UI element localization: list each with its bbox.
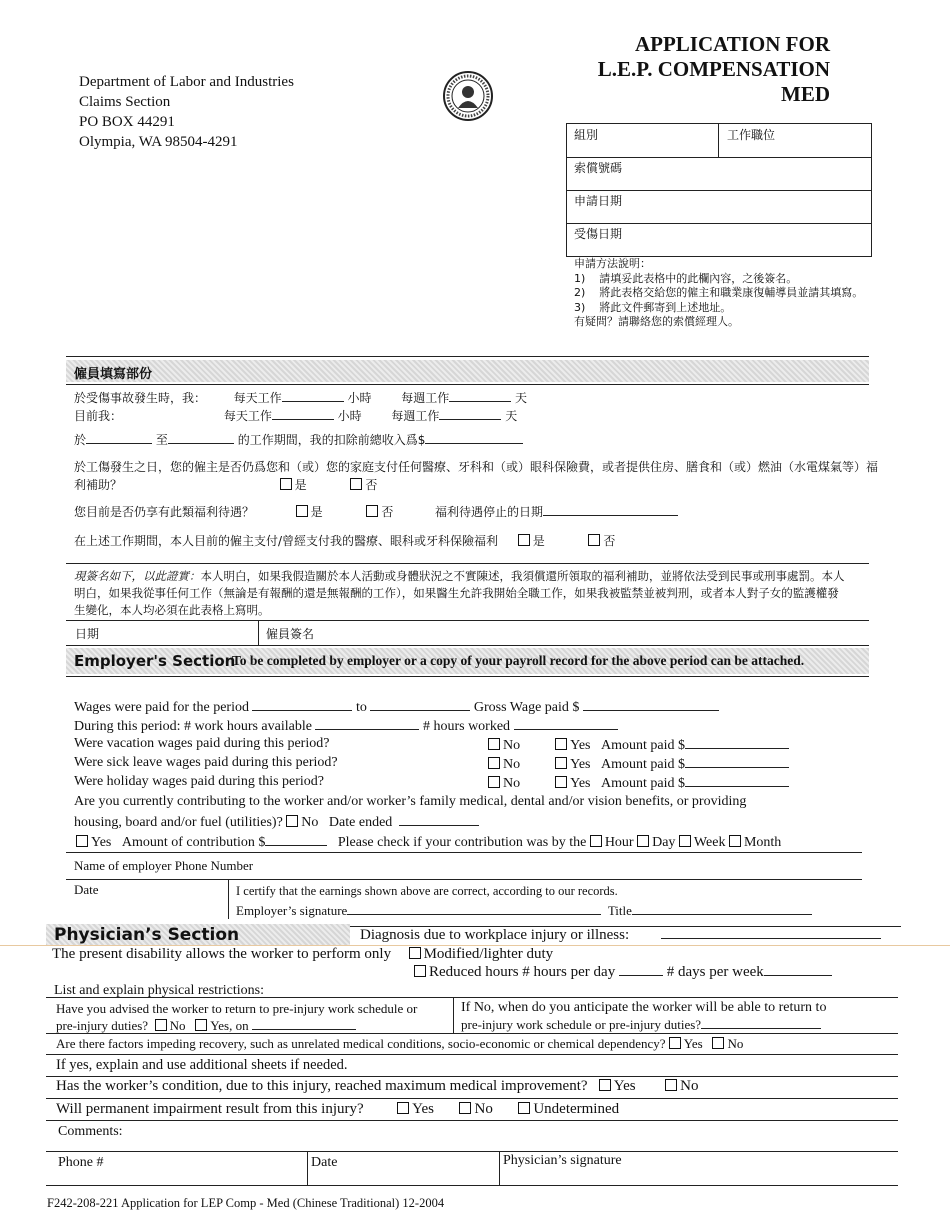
vacation-row: Were vacation wages paid during this period? (74, 736, 330, 751)
hours-available-input[interactable] (315, 717, 419, 730)
title-line3: MED (781, 82, 830, 106)
certification-lead: 現簽名如下，以此證實： (74, 569, 201, 583)
holiday-options: No Yes Amount paid $ (488, 774, 789, 792)
date-ended-input[interactable] (399, 813, 479, 826)
physician-date-field[interactable]: Date (311, 1155, 338, 1170)
per-day-checkbox[interactable] (637, 835, 649, 847)
benefits-end-date-input[interactable] (543, 503, 678, 516)
employer-title-input[interactable] (632, 902, 812, 915)
factors-no-checkbox[interactable] (712, 1037, 724, 1049)
holiday-yes-checkbox[interactable] (555, 776, 567, 788)
employer-date-field[interactable]: Date (74, 882, 99, 897)
claim-number-field[interactable]: 索償號碼 (574, 161, 623, 175)
contribution-no-checkbox[interactable] (286, 815, 298, 827)
vacation-no-checkbox[interactable] (488, 738, 500, 750)
contribution-housing-row: housing, board and/or fuel (utilities)? No Date ended (74, 813, 479, 831)
address-line: Claims Section (79, 94, 171, 110)
title-line2: L.E.P. COMPENSATION (597, 57, 830, 81)
restrictions-label[interactable]: List and explain physical restrictions: (54, 983, 264, 998)
sick-leave-row: Were sick leave wages paid during this period? (74, 755, 338, 770)
modified-duty-checkbox[interactable] (409, 947, 421, 959)
application-date-field[interactable]: 申請日期 (574, 194, 623, 208)
per-hour-checkbox[interactable] (590, 835, 602, 847)
period-start-input[interactable] (252, 698, 352, 711)
advised-no-checkbox[interactable] (155, 1019, 167, 1031)
employer-paid-no-checkbox[interactable] (588, 534, 600, 546)
mmi-row: Has the worker’s condition, due to this injury, reached maximum medical improvement? Yes No (56, 1078, 699, 1094)
address-line: PO BOX 44291 (79, 114, 175, 130)
earnings-to-input[interactable] (168, 431, 234, 444)
contribution-amount-row: Yes Amount of contribution $ Please check if your contribution was by the Hour Day Week Month (76, 833, 781, 851)
explain-field[interactable]: If yes, explain and use additional sheets if needed. (56, 1057, 348, 1073)
wage-period-row: Wages were paid for the period to Gross Wage paid $ (74, 698, 719, 716)
per-week-checkbox[interactable] (679, 835, 691, 847)
benefits-current-question: 您目前是否仍享有此類福利待遇？ 是 否 福利待遇停止的日期 (74, 503, 678, 520)
vacation-amount-input[interactable] (685, 736, 789, 749)
period-end-input[interactable] (370, 698, 470, 711)
agency-address (79, 72, 294, 152)
earnings-certification: I certify that the earnings shown above are correct, according to our records. (236, 884, 618, 898)
hours-current-row: 目前我： 每天工作 小時 每週工作 天 (74, 409, 518, 423)
physician-section-header (46, 924, 350, 946)
current-benefits-no-checkbox[interactable] (366, 505, 378, 517)
factors-yes-checkbox[interactable] (669, 1037, 681, 1049)
reduced-hours-checkbox[interactable] (414, 965, 426, 977)
earnings-from-input[interactable] (86, 431, 152, 444)
mmi-yes-checkbox[interactable] (599, 1079, 611, 1091)
physician-phone-field[interactable]: Phone # (58, 1155, 104, 1170)
return-advice-cell: Have you advised the worker to return to pre-injury work schedule or pre-injury duties? No Yes, on (56, 1001, 418, 1033)
sick-no-checkbox[interactable] (488, 757, 500, 769)
work-hours-row: During this period: # work hours available # hours worked (74, 717, 618, 735)
title-line1: APPLICATION FOR (634, 32, 830, 56)
current-benefits-yes-checkbox[interactable] (296, 505, 308, 517)
earnings-row: 於 至 的工作期間，我的扣除前總收入爲$ (74, 431, 523, 448)
holiday-amount-input[interactable] (685, 774, 789, 787)
holiday-row: Were holiday wages paid during this period? (74, 774, 325, 789)
disability-row: The present disability allows the worker to perform only Modified/lighter duty (52, 946, 554, 962)
worker-date-field[interactable]: 日期 (75, 627, 100, 641)
benefits-no-checkbox[interactable] (350, 478, 362, 490)
form-title (560, 32, 830, 107)
impeding-factors-row: Are there factors impeding recovery, such as unrelated medical conditions, socio-economic or chemical dependency? Yes No (56, 1036, 744, 1051)
employer-paid-yes-checkbox[interactable] (518, 534, 530, 546)
form-number: F242-208-221 Application for LEP Comp - Med (Chinese Traditional) 12-2004 (47, 1196, 445, 1210)
anticipated-return-cell: If No, when do you anticipate the worker will be able to return to pre-injury work schedule or pre-injury duties? (461, 1000, 827, 1032)
impairment-no-checkbox[interactable] (459, 1102, 471, 1114)
sick-amount-input[interactable] (685, 755, 789, 768)
contribution-question: Are you currently contributing to the worker and/or worker’s family medical, dental and/or vision benefits, or providing (74, 794, 747, 809)
instruction-item: 3) 將此文件郵寄到上述地址。 (574, 300, 732, 314)
instruction-item: 1) 請填妥此表格中的此欄內容，之後簽名。 (574, 271, 798, 285)
comments-field[interactable]: Comments: (58, 1124, 123, 1139)
gross-earnings-input[interactable] (425, 431, 523, 444)
benefits-yes-checkbox[interactable] (280, 478, 292, 490)
per-month-checkbox[interactable] (729, 835, 741, 847)
job-position-field[interactable]: 工作職位 (727, 128, 776, 142)
state-seal-icon (442, 70, 494, 122)
hours-worked-input[interactable] (514, 717, 618, 730)
worker-section-header (66, 360, 869, 382)
weekly-days-input[interactable] (449, 389, 511, 402)
permanent-impairment-row: Will permanent impairment result from this injury? Yes No Undetermined (56, 1101, 620, 1117)
days-per-week-input[interactable] (764, 963, 832, 976)
sick-leave-options: No Yes Amount paid $ (488, 755, 789, 773)
injury-date-field[interactable]: 受傷日期 (574, 227, 623, 241)
employer-section-title: Employer's Section (74, 652, 236, 670)
hours-per-day-input[interactable] (619, 963, 663, 976)
impairment-yes-checkbox[interactable] (397, 1102, 409, 1114)
address-line: Department of Labor and Industries (79, 74, 294, 90)
vacation-yes-checkbox[interactable] (555, 738, 567, 750)
mmi-no-checkbox[interactable] (665, 1079, 677, 1091)
employer-section-subtitle: To be completed by employer or a copy of your payroll record for the above period can be attached. (232, 653, 805, 668)
reduced-hours-row: Reduced hours # hours per day # days per week (414, 963, 832, 981)
address-line: Olympia, WA 98504-4291 (79, 134, 238, 150)
employer-paid-benefits-question: 在上述工作期間，本人目前的僱主支付/曾經支付我的醫療、眼科或牙科保險福利 是 否 (74, 534, 616, 548)
diagnosis-row: Diagnosis due to workplace injury or illness: (360, 926, 881, 944)
gross-wage-input[interactable] (583, 698, 719, 711)
unit-field[interactable]: 組別 (574, 128, 599, 142)
contribution-amount-input[interactable] (265, 833, 327, 846)
hours-at-injury-row: 於受傷事故發生時，我： 每天工作 小時 每週工作 天 (74, 391, 528, 405)
advised-yes-checkbox[interactable] (195, 1019, 207, 1031)
worker-signature-field[interactable]: 僱員簽名 (266, 627, 315, 641)
instructions (574, 257, 863, 330)
employer-name-phone-field[interactable]: Name of employer Phone Number (74, 858, 254, 873)
office-box (566, 123, 872, 257)
instructions-heading: 申請方法說明： (574, 257, 651, 270)
worker-certification: 現簽名如下，以此證實：本人明白，如果我假造關於本人活動或身體狀況之不實陳述，我須償還所領取的福利補助，並將依法受到民事或刑事處罰。本人 明白，如果我從事任何工作（無論是有報酬的還是無報酬的工作），如果醫生允許我開始全職工作，如果我被監禁並被判刑，或者本人對子女的監護權發 生變化，本人均必須在此表格上寫明。 (74, 569, 845, 617)
physician-signature-field[interactable]: Physician’s signature (503, 1153, 622, 1168)
employer-section-header (66, 648, 869, 674)
physician-section-title: Physician’s Section (54, 925, 240, 945)
benefits-question: 於工傷發生之日，您的僱主是否仍爲您和（或）您的家庭支付任何醫療、牙科和（或）眼科保險費，或者提供住房、膳食和（或）燃油（水電煤氣等）福 利補助？ 是 否 (74, 460, 879, 492)
current-daily-hours-input[interactable] (272, 407, 334, 420)
worker-section-title: 僱員填寫部份 (74, 367, 153, 382)
holiday-no-checkbox[interactable] (488, 776, 500, 788)
instruction-item: 2) 將此表格交給您的僱主和職業康復輔導員並請其填寫。 (574, 286, 864, 299)
vacation-options: No Yes Amount paid $ (488, 736, 789, 754)
employer-signature-row: Employer’s signature Title (236, 902, 812, 919)
current-weekly-days-input[interactable] (439, 407, 501, 420)
diagnosis-input[interactable] (661, 926, 881, 939)
instructions-footer: 有疑問？請聯絡您的索償經理人。 (574, 315, 739, 328)
contribution-yes-checkbox[interactable] (76, 835, 88, 847)
return-date-input[interactable] (252, 1017, 356, 1030)
sick-yes-checkbox[interactable] (555, 757, 567, 769)
daily-hours-input[interactable] (282, 389, 344, 402)
impairment-undetermined-checkbox[interactable] (518, 1102, 530, 1114)
anticipated-return-input[interactable] (701, 1016, 821, 1029)
employer-signature-input[interactable] (347, 902, 601, 915)
